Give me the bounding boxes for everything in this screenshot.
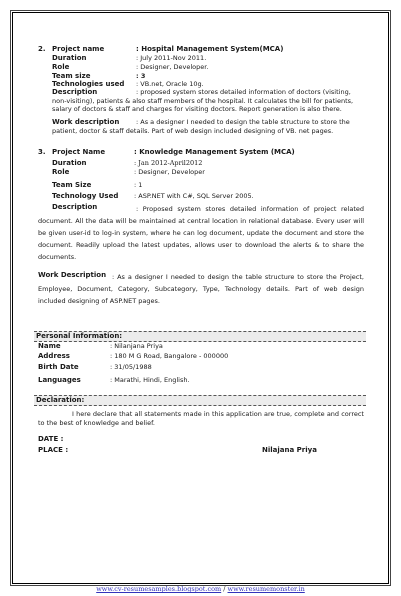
project-2-work-value: : As a designer I needed to design the table structure to store the patient, doctor & staff details. Part of web design included designing of VB. net pages. — [52, 118, 350, 135]
project-3-duration-label: Duration — [52, 159, 87, 167]
personal-address-label: Address — [38, 352, 70, 360]
project-2-role-value: : Designer, Developer. — [136, 63, 209, 71]
project-3-work-label: Work Description — [38, 271, 107, 279]
footer-separator: / — [221, 585, 228, 593]
project-3-role-label: Role — [52, 168, 70, 176]
project-2-role-label: Role — [52, 63, 70, 71]
declaration-text: I here declare that all statements made in this application are true, complete and correct to the best of knowledge and belief. — [38, 410, 364, 427]
personal-address-value: : 180 M G Road, Bangalore - 000000 — [110, 352, 229, 360]
declaration-signature: Nilajana Priya — [262, 446, 317, 454]
footer — [0, 585, 401, 593]
footer-link-cv-resumesamples[interactable]: www.cv-resumesamples.blogspot.com — [96, 585, 222, 593]
personal-languages-value: : Marathi, Hindi, English. — [110, 376, 190, 384]
project-3-team-label: Team Size — [52, 181, 92, 189]
project-2-title-label: Project name — [52, 45, 105, 53]
project-3-number: 3. — [38, 148, 46, 156]
project-3-team-value: : 1 — [134, 181, 143, 189]
declaration-place-label: PLACE : — [38, 446, 69, 454]
project-3-role-value: : Designer, Developer — [134, 168, 205, 176]
project-3-work-value: : As a designer I needed to design the table structure to store the Project, Employee, Document, Category, Subcategory, Type, Technology details. Part of web design included designing of ASP.NET pages. — [38, 273, 364, 305]
project-2-number: 2. — [38, 45, 46, 53]
project-2-desc-value: : proposed system stores detailed information of doctors (visiting, non-visiting), patients & also staff members of the hospital. It calculates the bill for patients, salary of doctors & staff and charges for visiting doctors. Report generation is also there. — [52, 88, 354, 114]
project-2-team-label: Team size — [52, 72, 91, 80]
project-2-tech-value: : VB.net, Oracle 10g. — [136, 80, 204, 88]
project-3-title-value: : Knowledge Management System (MCA) — [134, 148, 295, 156]
personal-info-heading: Personal Information: — [36, 332, 123, 340]
project-3-title-label: Project Name — [52, 148, 106, 156]
project-3-desc-value: : Proposed system stores detailed information of project related document. All the data will be maintained at central location in relational database. Every user will be given user-id to log-in system, where he can log document, update the document and store the document. Readily upload the latest updates, allows user to download the alerts & to share the documents. — [38, 205, 364, 261]
project-2-tech-label: Technologies used — [52, 80, 125, 88]
project-3-desc-label: Description — [52, 203, 98, 211]
project-3-duration-value: : Jan 2012-April2012 — [134, 159, 203, 167]
project-2-duration-label: Duration — [52, 54, 87, 62]
personal-languages-label: Languages — [38, 376, 81, 384]
project-2-title-value: : Hospital Management System(MCA) — [136, 45, 284, 53]
project-2-work-label: Work description — [52, 118, 120, 126]
personal-info-header-bar — [34, 331, 366, 342]
declaration-date-label: DATE : — [38, 435, 64, 443]
declaration-heading: Declaration: — [36, 396, 85, 404]
footer-link-resumemonster[interactable]: www.resumemonster.in — [227, 585, 305, 593]
project-2-duration-value: : July 2011-Nov 2011. — [136, 54, 207, 62]
project-3-tech-value: : ASP.NET with C#, SQL Server 2005. — [134, 192, 254, 200]
personal-birth-label: Birth Date — [38, 363, 79, 371]
personal-birth-value: : 31/05/1988 — [110, 363, 152, 371]
project-3-tech-label: Technology Used — [52, 192, 119, 200]
declaration-header-bar — [34, 395, 366, 406]
project-2-team-value: : 3 — [136, 72, 146, 80]
personal-name-value: : Nilanjana Priya — [110, 342, 163, 350]
personal-name-label: Name — [38, 342, 61, 350]
project-2-desc-label: Description — [52, 88, 98, 96]
